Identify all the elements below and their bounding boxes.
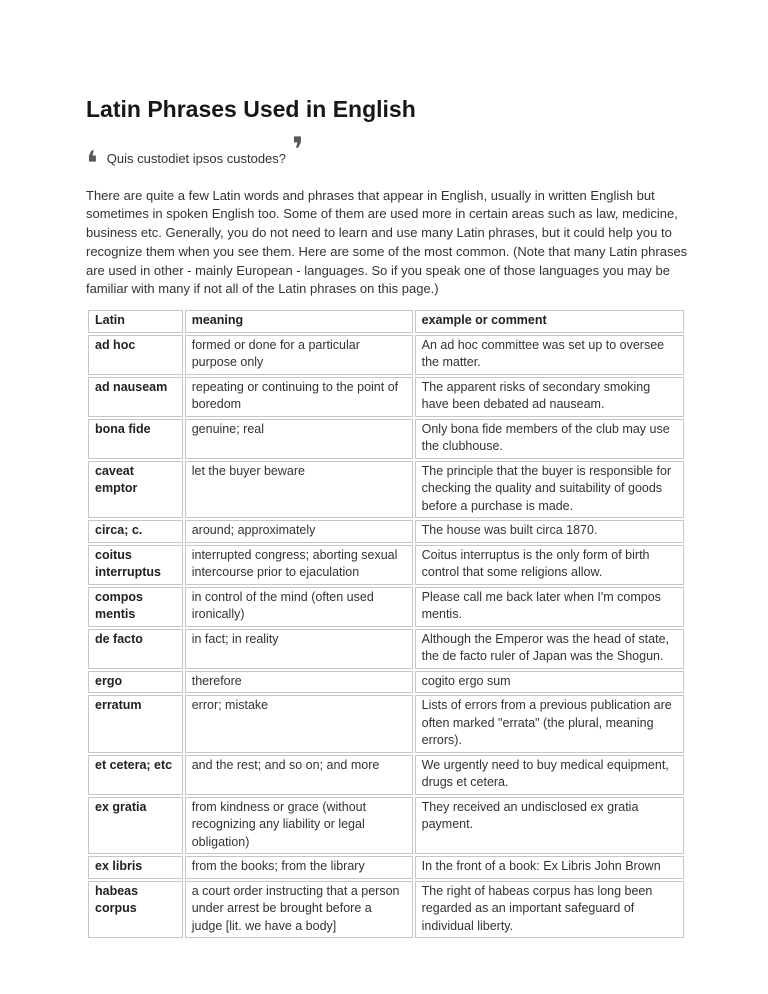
latin-term-cell: bona fide bbox=[88, 419, 183, 459]
latin-term-cell: ergo bbox=[88, 671, 183, 694]
table-row bbox=[88, 377, 684, 417]
example-cell: cogito ergo sum bbox=[415, 671, 684, 694]
meaning-cell: in control of the mind (often used ironically) bbox=[185, 587, 413, 627]
meaning-cell: therefore bbox=[185, 671, 413, 694]
table-row bbox=[88, 587, 684, 627]
table-row bbox=[88, 671, 684, 694]
example-cell: An ad hoc committee was set up to oversee the matter. bbox=[415, 335, 684, 375]
latin-term-cell: coitus interruptus bbox=[88, 545, 183, 585]
table-header-row bbox=[88, 310, 684, 333]
example-column-header: example or comment bbox=[415, 310, 684, 333]
latin-term-cell: et cetera; etc bbox=[88, 755, 183, 795]
quote-text: Quis custodiet ipsos custodes? bbox=[106, 151, 287, 167]
table-row bbox=[88, 461, 684, 519]
example-cell: The right of habeas corpus has long been regarded as an important safeguard of individual liberty. bbox=[415, 881, 684, 939]
example-cell: Lists of errors from a previous publication are often marked "errata" (the plural, meaning errors). bbox=[415, 695, 684, 753]
table-row bbox=[88, 335, 684, 375]
meaning-cell: from the books; from the library bbox=[185, 856, 413, 879]
meaning-cell: formed or done for a particular purpose only bbox=[185, 335, 413, 375]
latin-column-header: Latin bbox=[88, 310, 183, 333]
example-cell: Coitus interruptus is the only form of birth control that some religions allow. bbox=[415, 545, 684, 585]
table-row bbox=[88, 520, 684, 543]
table-row bbox=[88, 545, 684, 585]
quote-block bbox=[86, 129, 690, 184]
latin-term-cell: ad nauseam bbox=[88, 377, 183, 417]
table-row bbox=[88, 797, 684, 855]
close-quote-icon: ❜ bbox=[292, 129, 304, 170]
meaning-cell: and the rest; and so on; and more bbox=[185, 755, 413, 795]
latin-term-cell: circa; c. bbox=[88, 520, 183, 543]
latin-phrases-table bbox=[86, 308, 686, 940]
meaning-cell: error; mistake bbox=[185, 695, 413, 753]
example-cell: We urgently need to buy medical equipment, drugs et cetera. bbox=[415, 755, 684, 795]
latin-term-cell: habeas corpus bbox=[88, 881, 183, 939]
table-row bbox=[88, 856, 684, 879]
latin-term-cell: caveat emptor bbox=[88, 461, 183, 519]
meaning-column-header: meaning bbox=[185, 310, 413, 333]
table-row bbox=[88, 629, 684, 669]
meaning-cell: interrupted congress; aborting sexual intercourse prior to ejaculation bbox=[185, 545, 413, 585]
example-cell: Only bona fide members of the club may use the clubhouse. bbox=[415, 419, 684, 459]
table-row bbox=[88, 755, 684, 795]
example-cell: The principle that the buyer is responsible for checking the quality and suitability of goods before a purchase is made. bbox=[415, 461, 684, 519]
meaning-cell: in fact; in reality bbox=[185, 629, 413, 669]
example-cell: Although the Emperor was the head of state, the de facto ruler of Japan was the Shogun. bbox=[415, 629, 684, 669]
example-cell: The apparent risks of secondary smoking have been debated ad nauseam. bbox=[415, 377, 684, 417]
latin-term-cell: ex libris bbox=[88, 856, 183, 879]
page-title: Latin Phrases Used in English bbox=[86, 96, 416, 122]
latin-term-cell: ex gratia bbox=[88, 797, 183, 855]
example-cell: They received an undisclosed ex gratia payment. bbox=[415, 797, 684, 855]
table-row bbox=[88, 419, 684, 459]
meaning-cell: from kindness or grace (without recognizing any liability or legal obligation) bbox=[185, 797, 413, 855]
meaning-cell: around; approximately bbox=[185, 520, 413, 543]
latin-term-cell: ad hoc bbox=[88, 335, 183, 375]
meaning-cell: let the buyer beware bbox=[185, 461, 413, 519]
example-cell: The house was built circa 1870. bbox=[415, 520, 684, 543]
table-row bbox=[88, 881, 684, 939]
example-cell: Please call me back later when I'm compos mentis. bbox=[415, 587, 684, 627]
latin-term-cell: erratum bbox=[88, 695, 183, 753]
meaning-cell: repeating or continuing to the point of boredom bbox=[185, 377, 413, 417]
meaning-cell: a court order instructing that a person under arrest be brought before a judge [lit. we have a body] bbox=[185, 881, 413, 939]
open-quote-icon: ❛ bbox=[86, 143, 98, 184]
latin-term-cell: de facto bbox=[88, 629, 183, 669]
intro-paragraph: There are quite a few Latin words and phrases that appear in English, usually in written English but sometimes in spoken English too. Some of them are used more in certain areas such as law, medicine, business etc. Generally, you do not need to learn and use many Latin phrases, but it could help you to recognize them when you see them. Here are some of the most common. (Note that many Latin phrases are used in other - mainly European - languages. So if you speak one of those languages you may be familiar with many if not all of the Latin phrases on this page.) bbox=[86, 187, 688, 297]
example-cell: In the front of a book: Ex Libris John Brown bbox=[415, 856, 684, 879]
meaning-cell: genuine; real bbox=[185, 419, 413, 459]
latin-term-cell: compos mentis bbox=[88, 587, 183, 627]
table-row bbox=[88, 695, 684, 753]
